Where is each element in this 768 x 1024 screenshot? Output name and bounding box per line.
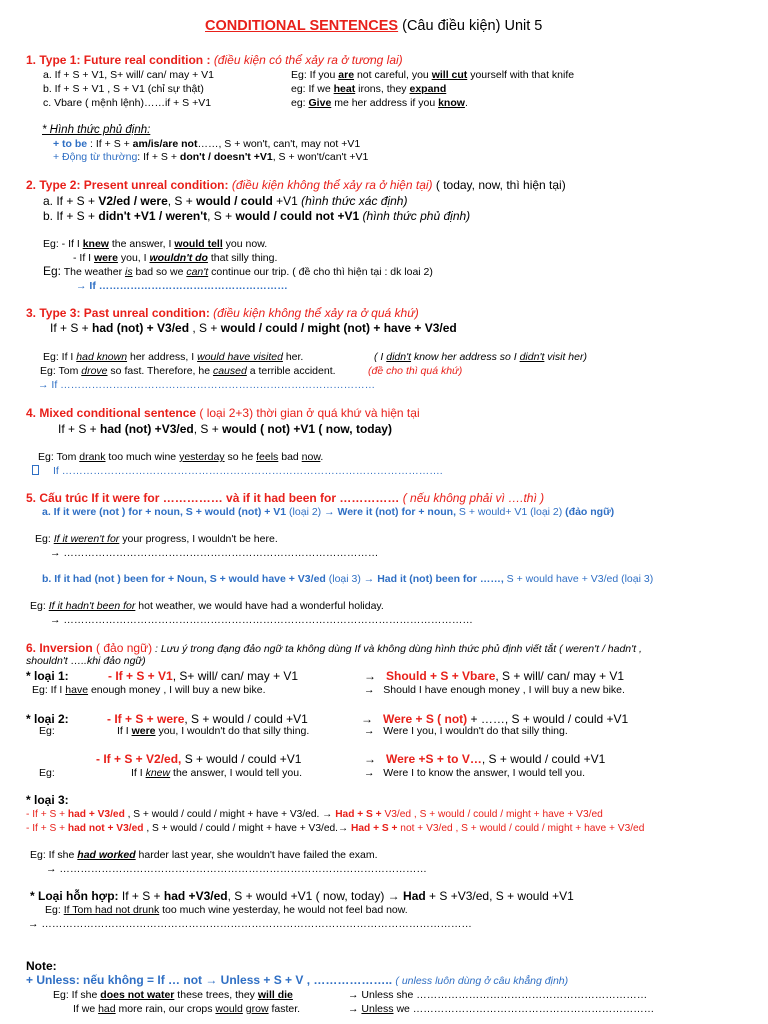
ex-text: eg: If we <box>291 83 334 95</box>
s6-type2-label: * loại 2: <box>26 712 69 726</box>
type1-form-c: c. Vbare ( mệnh lệnh)……if + S +V1 <box>43 97 212 109</box>
f-text: - If + S + <box>26 809 68 820</box>
ex-text: not careful, you <box>354 69 432 81</box>
ex-text: Eg: If I <box>32 684 66 696</box>
type2-example-3 <box>43 265 433 279</box>
f-key: - If + S + were <box>107 712 185 726</box>
page-title-main: CONDITIONAL SENTENCES <box>205 18 399 34</box>
ex-key: If it weren't for <box>53 533 120 545</box>
s6-type1-form <box>108 669 298 684</box>
type3-heading-text: 3. Type 3: Past unreal condition: <box>26 306 214 320</box>
f-key: b. If it had (not ) been for + Noun, S + would have + V3/ed <box>42 573 326 585</box>
f-text: not + V3/ed , S + would / could / might + have + V3/ed <box>397 823 645 834</box>
ex-text: faster. <box>268 1003 301 1015</box>
note-text: ( I <box>374 351 387 363</box>
type1-example-c <box>291 97 468 110</box>
f-key: would / could / might (not) + have + V3/ed <box>220 321 457 335</box>
type3-formula <box>50 321 457 336</box>
f-text: , S + would / could / might + have + V3/ed. → <box>124 809 336 820</box>
page-title-rest: (Câu điều kiện) Unit 5 <box>398 18 543 34</box>
type3-answer-line: → If ……………………………………………………………………………… <box>38 379 376 391</box>
f-text: , S + <box>189 321 221 335</box>
f-key: had +V3/ed <box>163 889 228 903</box>
arrow-icon: → <box>364 684 375 696</box>
mixed-heading <box>26 406 420 421</box>
s5-form-a <box>42 506 614 519</box>
f-key: Should + S + Vbare <box>386 669 496 683</box>
type1-heading <box>26 53 403 68</box>
ex-text: . <box>464 97 468 109</box>
mixed-formula <box>58 422 392 437</box>
f-text: +V1 <box>272 194 302 208</box>
ex-text: her. <box>282 351 304 363</box>
mixed-heading-text: 4. Mixed conditional sentence <box>26 406 200 420</box>
f-text: S + would / could +V1 <box>181 752 302 766</box>
neg-key: don't / doesn't +V1 <box>179 151 273 163</box>
ex-key: expand <box>409 83 447 95</box>
note-title: Note: <box>26 959 57 973</box>
f-text: + S +V3/ed, S + would +V1 <box>425 889 574 903</box>
f-text: , S + <box>207 209 236 223</box>
f-text: + ……, S + would / could +V1 <box>467 712 629 726</box>
f-text: , S + would / could +V1 <box>184 712 308 726</box>
s5-example-a <box>35 533 278 546</box>
ex-text: eg: <box>291 97 309 109</box>
ex-label: Eg: <box>43 264 62 278</box>
s6-note: : Lưu ý trong đạng đảo ngữ ta không dùng If và không dùng hình thức phủ định viết tắt ( weren't / hadn't , <box>152 643 642 655</box>
s6-type1-example <box>32 684 265 697</box>
type2-example-2 <box>73 252 277 265</box>
ex-text: The weather <box>61 266 126 278</box>
s5-example-b <box>30 600 384 613</box>
ex-text: harder last year, she wouldn't have failed the exam. <box>135 849 378 861</box>
ex-text: enough money , I will buy a new bike. <box>88 684 266 696</box>
f-text: , S + would / could +V1 <box>481 752 606 766</box>
answer-text: If ………………………………………………………………………………………………. <box>53 465 443 477</box>
type2-form-a <box>43 194 407 209</box>
type3-heading <box>26 306 419 321</box>
ex-key: were <box>131 725 156 737</box>
s6-type1-label: * loại 1: <box>26 669 69 683</box>
f-key: Were <box>386 752 416 766</box>
ex-text: yourself with that knife <box>467 69 575 81</box>
f-key: - If + S + V1 <box>108 669 173 683</box>
ex-text: bad so we <box>132 266 187 278</box>
s6-type1-example-inv <box>364 684 625 697</box>
f-note: (hình thức xác định) <box>301 194 408 208</box>
ex-text: Were I you, I wouldn't do that silly thing. <box>383 725 568 737</box>
ex-text: too much wine <box>105 451 180 463</box>
ex-text: Should I have enough money , I will buy a new bike. <box>383 684 625 696</box>
neg-text: ……, S + won't, can't, may not +V1 <box>197 138 361 150</box>
arrow-icon: → <box>364 752 376 766</box>
neg-be-label: + to be <box>53 138 88 150</box>
ex-key: heat <box>333 83 356 95</box>
s6-type3-row1 <box>26 808 603 821</box>
ex-key: have <box>65 684 89 696</box>
answer-text: we …………………………………………………………… <box>393 1003 655 1015</box>
ex-key: would have visited <box>197 351 283 363</box>
type1-negative-be <box>53 138 360 151</box>
ex-text: irons, they <box>355 83 410 95</box>
f-text: If + S + <box>58 422 101 436</box>
type1-negative-title <box>42 124 150 137</box>
ex-key: had <box>98 1003 116 1015</box>
type3-heading-note: (điều kiện không thể xảy ra ở quá khứ) <box>213 306 419 320</box>
f-text: If + S + <box>118 889 164 903</box>
s6-heading-text: 6. Inversion <box>26 641 97 655</box>
ex-key: drove <box>81 365 108 377</box>
neg-text: : If + S + <box>87 138 133 150</box>
bullet-box-icon <box>32 465 39 475</box>
arrow-icon: → <box>364 767 375 779</box>
f-key: Had + S + <box>351 823 398 834</box>
s5-heading-note: ( nếu không phải vì ….thì ) <box>402 491 545 505</box>
s6-type2-eg-label-2: Eg: <box>39 767 55 779</box>
ex-text: more rain, our crops <box>115 1003 216 1015</box>
ex-text: so fast. Therefore, he <box>107 365 213 377</box>
f-key: Had it (not) been for ……, <box>377 573 504 585</box>
ex-text: you, I <box>117 252 150 264</box>
unless-rule: + Unless: nếu không = If … not → Unless + S + V , ……………….. <box>26 973 396 987</box>
type2-heading-text: 2. Type 2: Present unreal condition: <box>26 178 232 192</box>
ex-key: can't <box>186 266 209 278</box>
f-text: (loại 2) → <box>286 506 338 518</box>
f-key: - If + S + V2/ed, <box>96 752 182 766</box>
s6-type2-example-2 <box>131 767 302 780</box>
s6-heading-paren: ( đảo ngữ) <box>96 641 153 655</box>
s6-type2-form2 <box>96 752 301 767</box>
f-key: ( now, today) <box>315 422 392 436</box>
note-answer-2 <box>348 1003 654 1016</box>
ex-text: Eg: <box>35 533 54 545</box>
ex-text: you, I wouldn't do that silly thing. <box>155 725 310 737</box>
mixed-label: * Loại hỗn hợp: <box>30 889 119 903</box>
note-text: know her address so I <box>411 351 520 363</box>
f-note: (hình thức phủ định) <box>362 209 471 223</box>
f-text: , S + would +V1 ( now, today) → <box>227 889 404 903</box>
note-example-1 <box>53 989 293 1002</box>
f-key: +S + to V… <box>415 752 482 766</box>
type3-example-2-note: (đề cho thì quá khứ) <box>368 365 463 377</box>
ex-key: If it hadn't been for <box>48 600 136 612</box>
ex-key: Unless <box>361 1003 394 1015</box>
ex-text: Eg: If I <box>43 351 77 363</box>
ex-key: yesterday <box>179 451 225 463</box>
ex-key: are <box>338 69 355 81</box>
f-text: (loại 3) → <box>325 573 378 585</box>
ex-key: had known <box>76 351 128 363</box>
f-key: had + V3/ed <box>67 809 125 820</box>
s6-heading <box>26 641 642 656</box>
mixed-answer-line <box>32 465 443 478</box>
ex-text: hot weather, we would have had a wonderful holiday. <box>135 600 384 612</box>
ex-key: drank <box>79 451 106 463</box>
s6-note-cont: shouldn't …..khi đảo ngữ) <box>26 655 146 667</box>
ex-text: Eg: If she <box>53 989 101 1001</box>
f-key: Were it (not) for + noun, <box>337 506 457 518</box>
f-key: had (not) + V3/ed <box>92 321 190 335</box>
ex-text: If I <box>131 767 146 779</box>
ex-text: Eg: <box>30 600 49 612</box>
ex-text: these trees, they <box>174 989 258 1001</box>
f-text: - If + S + <box>26 823 68 834</box>
f-key: didn't +V1 / weren't <box>98 209 208 223</box>
s5-heading <box>26 491 544 506</box>
arrow-icon: → <box>364 669 376 683</box>
ex-text: your progress, I wouldn't be here. <box>119 533 278 545</box>
arrow-text: → <box>348 1003 362 1015</box>
type3-example-2 <box>40 365 336 378</box>
ex-key: were <box>94 252 118 264</box>
ex-text: Eg: Tom <box>40 365 82 377</box>
unless-note: ( unless luôn dùng ở câu khẳng định) <box>395 975 569 987</box>
s5-heading-text: 5. Cấu trúc If it were for …………… và if it had been for …………… <box>26 491 403 505</box>
ex-key: knew <box>82 238 109 250</box>
ex-text: continue our trip. ( đề cho thì hiện tại : dk loai 2) <box>208 266 433 278</box>
type2-example-1 <box>43 238 267 251</box>
ex-text: bad <box>278 451 302 463</box>
type1-negative-verb <box>53 151 368 164</box>
s6-type2-example-1 <box>117 725 309 738</box>
ex-key: would tell <box>174 238 223 250</box>
s6-type3-example <box>30 849 378 862</box>
neg-title-text: * Hình thức phủ định: <box>42 124 151 136</box>
type1-example-b <box>291 83 446 96</box>
type1-heading-text: 1. Type 1: Future real condition : <box>26 53 214 67</box>
type2-heading-tail: ( today, now, thì hiện tại) <box>432 178 566 192</box>
f-text: S + would have + V3/ed (loại 3) <box>503 573 654 585</box>
f-text: , S + would / could / might + have + V3/ed.→ <box>143 823 352 834</box>
f-key: a. If it were (not ) for + noun, S + would (not) + V1 <box>42 506 287 518</box>
type3-example-1 <box>43 351 303 364</box>
s6-type2-example-2-inv <box>364 767 585 780</box>
ex-key: will cut <box>431 69 468 81</box>
s5-answer-line-b: → ……………………………………………………………………………………………………… <box>50 614 473 626</box>
f-text: S + would+ V1 (loại 2) <box>456 506 566 518</box>
ex-text: . <box>320 451 324 463</box>
f-key: Had + S + <box>335 809 382 820</box>
ex-key: grow <box>245 1003 269 1015</box>
f-text: a. If + S + <box>43 194 99 208</box>
s6-type2-eg-label-1: Eg: <box>39 725 55 737</box>
type1-example-a <box>291 69 574 82</box>
f-key: would ( not) +V1 <box>222 422 316 436</box>
note-text: visit her) <box>544 351 587 363</box>
f-key: had (not) +V3/ed <box>100 422 194 436</box>
ex-text: Were I to know the answer, I would tell you. <box>383 767 586 779</box>
ex-key: had worked <box>77 849 136 861</box>
ex-key: If Tom had not drunk <box>63 904 160 916</box>
arrow-icon: → <box>364 725 375 737</box>
f-text: b. If + S + <box>43 209 99 223</box>
ex-text: If I <box>117 725 132 737</box>
note-key: didn't <box>519 351 545 363</box>
ex-text: a terrible accident. <box>246 365 336 377</box>
type2-answer-line: → If ……………………………………………… <box>76 280 288 292</box>
neg-verb-label: + Động từ thường <box>53 151 138 163</box>
ex-key: wouldn't do <box>149 252 208 264</box>
f-text: , S+ will/ can/ may + V1 <box>172 669 299 683</box>
type1-form-a: a. If + S + V1, S+ will/ can/ may + V1 <box>43 69 214 81</box>
ex-text: you now. <box>222 238 268 250</box>
mixed-heading-tail: ( loại 2+3) thời gian ở quá khứ và hiện tại <box>199 406 420 420</box>
s5-answer-line-a: → ……………………………………………………………………………… <box>50 547 379 559</box>
f-key: Had <box>403 889 426 903</box>
arrow-icon: → <box>361 712 373 726</box>
type1-form-b: b. If + S + V1 , S + V1 (chỉ sự thật) <box>43 83 204 95</box>
s6-type1-inversion <box>364 669 624 684</box>
f-text: , S + <box>167 194 197 208</box>
ex-key: caused <box>212 365 247 377</box>
ex-key: will die <box>257 989 293 1001</box>
ex-key: would <box>215 1003 243 1015</box>
ex-key: knew <box>145 767 171 779</box>
ex-text: If we <box>73 1003 99 1015</box>
mixed-example <box>38 451 323 464</box>
f-key: Were + S ( not) <box>383 712 468 726</box>
ex-text: the answer, I <box>108 238 175 250</box>
type2-form-b <box>43 209 470 224</box>
f-key: would / could not +V1 <box>235 209 360 223</box>
ex-text: Eg: Tom <box>38 451 80 463</box>
page-title <box>205 17 542 35</box>
ex-text: Eg: If you <box>291 69 339 81</box>
type2-heading <box>26 178 566 193</box>
note-key: didn't <box>386 351 412 363</box>
ex-text: - If I <box>73 252 94 264</box>
ex-key: Give <box>308 97 332 109</box>
ex-text: Eg: If she <box>30 849 78 861</box>
ex-key: feels <box>256 451 279 463</box>
neg-text: : If + S + <box>137 151 180 163</box>
f-text: If + S + <box>50 321 93 335</box>
s6-type3-label: * loại 3: <box>26 793 69 807</box>
ex-text: so he <box>224 451 257 463</box>
ex-key: does not water <box>100 989 175 1001</box>
neg-text: , S + won't/can't +V1 <box>272 151 369 163</box>
f-key: had not + V3/ed <box>67 823 144 834</box>
f-text: , S + <box>193 422 223 436</box>
f-key: (đảo ngữ) <box>565 506 615 518</box>
note-example-2 <box>73 1003 300 1016</box>
ex-key: is <box>125 266 133 278</box>
ex-key: know <box>438 97 465 109</box>
type2-heading-note: (điều kiện không thể xảy ra ở hiện tại) <box>231 178 433 192</box>
f-key: V2/ed / were <box>98 194 168 208</box>
note-answer-1: → Unless she ………………………………………………………… <box>348 989 648 1001</box>
type3-example-1-note <box>374 351 587 364</box>
s6-type2-example-1-inv <box>364 725 568 738</box>
ex-text: that silly thing. <box>207 252 278 264</box>
ex-key: now <box>301 451 321 463</box>
ex-text: Eg: - If I <box>43 238 83 250</box>
f-text: , S + will/ can/ may + V1 <box>495 669 625 683</box>
s6-mixed-answer-line: → …………………………………………………………………………………………………………… <box>28 918 472 930</box>
f-text: V3/ed , S + would / could / might + have + V3/ed <box>381 809 603 820</box>
ex-text: the answer, I would tell you. <box>170 767 303 779</box>
ex-text: her address, I <box>127 351 198 363</box>
s6-type3-answer-line: → …………………………………………………………………………………………… <box>46 863 427 875</box>
s6-mixed-form <box>30 889 574 904</box>
s5-form-b <box>42 573 653 586</box>
type1-heading-note: (điều kiện có thể xảy ra ở tương lai) <box>213 53 403 67</box>
ex-text: too much wine yesterday, he would not feel bad now. <box>159 904 408 916</box>
s6-type3-row2 <box>26 822 644 835</box>
note-unless <box>26 973 568 989</box>
ex-text: Eg: <box>45 904 64 916</box>
s6-type2-inversion2 <box>364 752 605 767</box>
neg-key: am/is/are not <box>132 138 198 150</box>
s6-mixed-example <box>45 904 408 917</box>
f-key: would / could <box>196 194 273 208</box>
ex-text: me her address if you <box>331 97 439 109</box>
